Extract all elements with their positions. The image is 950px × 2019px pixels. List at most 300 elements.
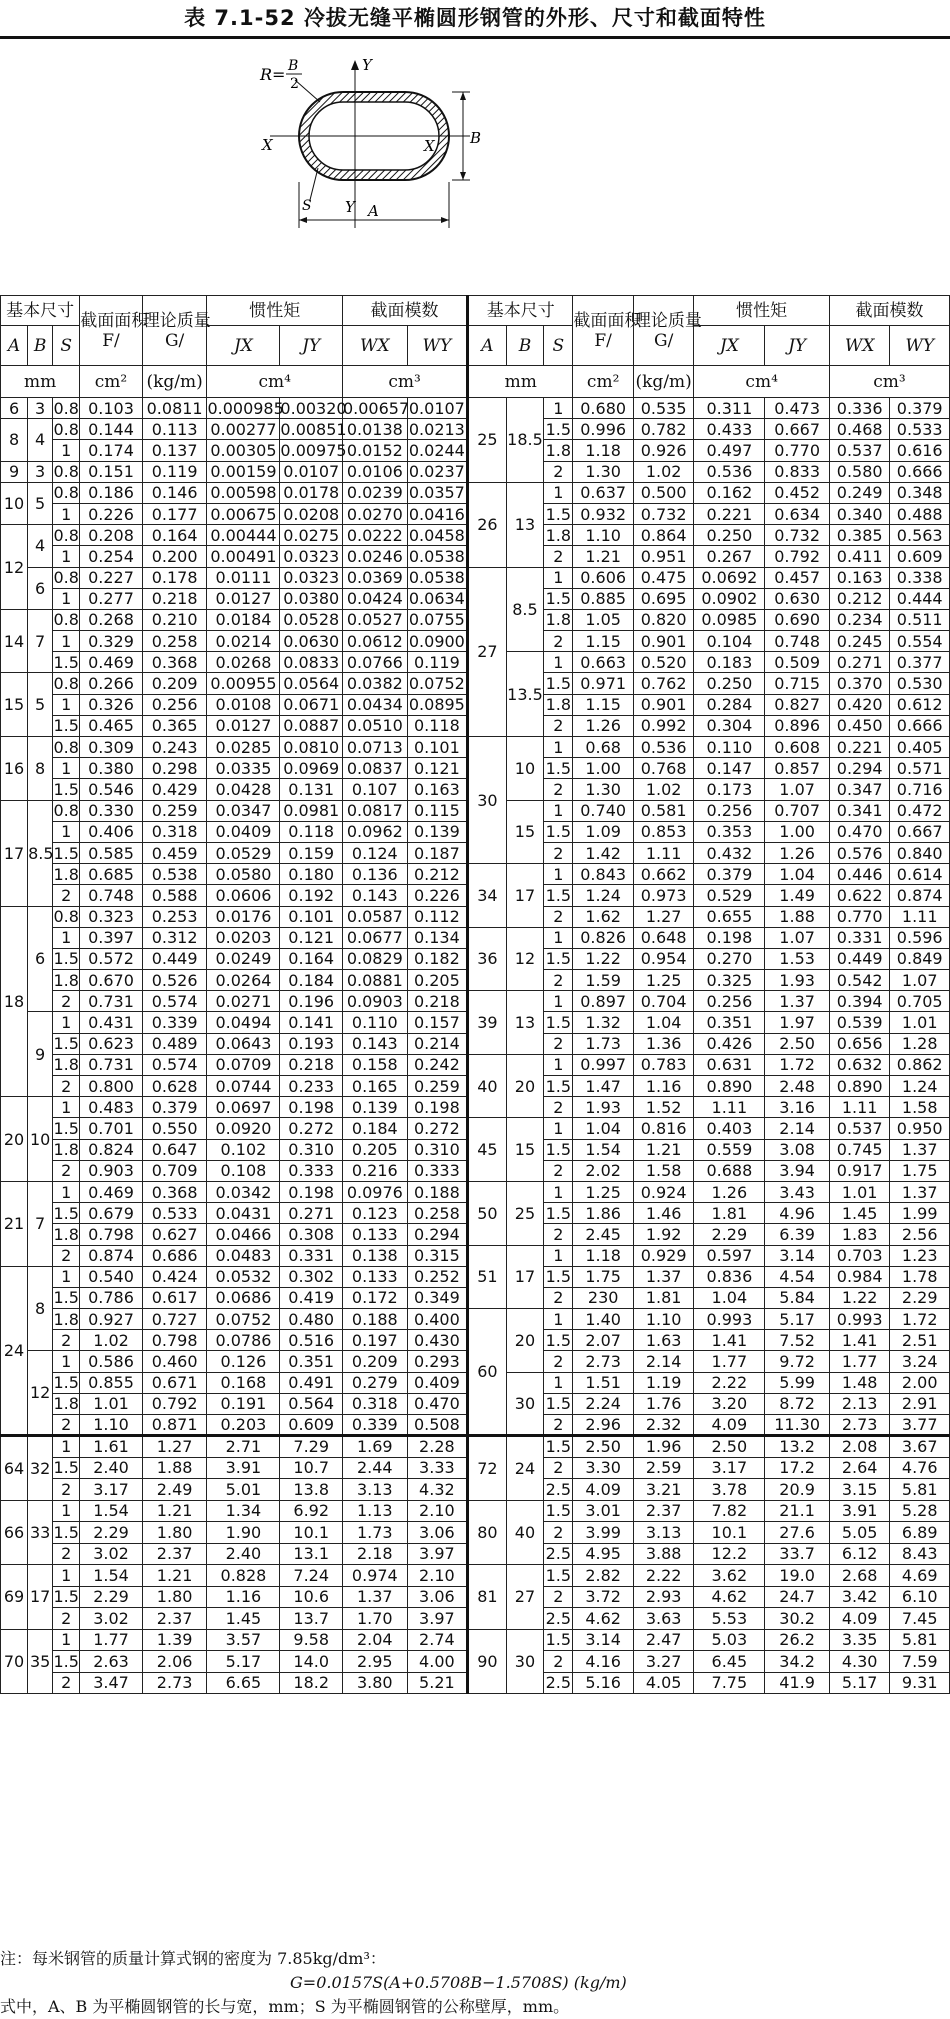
left-thickness-s: 1.8 — [53, 1224, 79, 1244]
right-jy: 0.473 — [765, 398, 830, 419]
right-size-b: 40 — [506, 1500, 544, 1565]
left-mass: 0.368 — [142, 1181, 207, 1202]
right-area: 1.09 — [573, 821, 633, 842]
left-wx: 0.107 — [342, 779, 407, 800]
right-area: 2.73 — [573, 1351, 633, 1372]
left-wy: 0.212 — [407, 864, 467, 885]
right-jy: 0.896 — [765, 715, 830, 736]
header-unit-mm-right: mm — [468, 366, 573, 398]
right-jx: 3.62 — [694, 1565, 765, 1587]
left-mass: 0.538 — [142, 864, 207, 885]
left-thickness-s: 1.5 — [53, 1203, 79, 1223]
left-jy: 0.516 — [280, 1330, 343, 1351]
right-wy: 6.10 — [890, 1586, 950, 1608]
right-wx: 1.01 — [829, 1181, 889, 1202]
left-wy: 0.218 — [407, 991, 467, 1012]
left-jy: 0.419 — [280, 1287, 343, 1308]
right-size-a: 90 — [468, 1629, 507, 1694]
right-wy: 4.76 — [890, 1457, 950, 1479]
left-area: 0.208 — [80, 525, 143, 546]
left-wx: 0.0612 — [342, 631, 407, 652]
left-area: 3.02 — [80, 1543, 143, 1565]
header-modulus-right: 截面模数 — [829, 296, 949, 326]
right-wy: 0.338 — [890, 567, 950, 588]
left-jy: 0.308 — [280, 1224, 343, 1245]
right-size-a: 27 — [468, 567, 507, 737]
header-wx: WX — [342, 326, 407, 366]
right-wx: 0.370 — [829, 673, 889, 694]
right-jy: 9.72 — [765, 1351, 830, 1372]
left-jx: 0.0271 — [207, 991, 280, 1012]
right-mass: 3.63 — [633, 1608, 693, 1630]
left-mass: 0.200 — [142, 546, 207, 567]
left-size-b: 33 — [28, 1500, 53, 1565]
left-area: 0.323 — [80, 906, 143, 927]
right-size-a: 50 — [468, 1181, 507, 1245]
left-wx: 0.318 — [342, 1393, 407, 1414]
left-wx: 0.0424 — [342, 588, 407, 609]
right-jy: 0.792 — [765, 546, 830, 567]
right-wx: 0.341 — [829, 800, 889, 821]
right-area: 1.40 — [573, 1309, 633, 1330]
left-thickness-s: 2 — [53, 1160, 80, 1181]
right-size-b: 20 — [506, 1309, 544, 1373]
right-wx: 1.11 — [829, 1097, 889, 1118]
right-thickness-s: 2 — [544, 970, 573, 991]
header-jx-right: JX — [694, 326, 765, 366]
left-mass: 0.647 — [142, 1139, 207, 1160]
left-wy: 4.32 — [407, 1479, 467, 1501]
right-thickness-s: 2.5 — [545, 1479, 572, 1499]
left-jy: 0.0887 — [280, 715, 343, 736]
left-wx: 0.0881 — [342, 970, 407, 991]
left-thickness-s: 1 — [53, 631, 80, 652]
left-mass: 2.73 — [142, 1672, 207, 1694]
left-wx: 0.0527 — [342, 609, 407, 630]
right-thickness-s: 1.5 — [545, 822, 572, 842]
left-jy: 0.0178 — [280, 482, 343, 503]
left-area: 1.54 — [80, 1565, 143, 1587]
right-jy: 17.2 — [765, 1457, 830, 1479]
left-thickness-s: 1 — [53, 503, 80, 524]
left-area: 0.546 — [80, 779, 143, 800]
right-jx: 0.250 — [694, 525, 765, 546]
left-jx: 6.65 — [207, 1672, 280, 1694]
right-jy: 1.04 — [765, 864, 830, 885]
right-area: 3.99 — [573, 1522, 633, 1544]
right-size-a: 60 — [468, 1309, 507, 1436]
right-jy: 19.0 — [765, 1565, 830, 1587]
left-area: 1.10 — [80, 1415, 143, 1436]
left-thickness-s: 1.8 — [53, 970, 79, 990]
left-jy: 0.0671 — [280, 694, 343, 715]
right-jy: 0.748 — [765, 631, 830, 652]
left-jx: 0.000985 — [207, 398, 284, 418]
left-wy: 0.101 — [407, 737, 467, 758]
right-jx: 0.597 — [694, 1245, 765, 1266]
left-area: 0.406 — [80, 821, 143, 842]
left-area: 0.268 — [80, 609, 143, 630]
left-mass: 0.574 — [142, 991, 207, 1012]
left-wy: 0.400 — [407, 1309, 467, 1330]
radius-label: R= — [260, 65, 286, 84]
left-jx: 0.0643 — [207, 1033, 280, 1054]
left-size-b: 8 — [28, 737, 53, 801]
right-jy: 0.608 — [765, 737, 830, 758]
table-body — [1, 398, 950, 1694]
right-mass: 0.926 — [633, 440, 693, 461]
right-jy: 5.84 — [765, 1287, 830, 1308]
right-wx: 1.41 — [829, 1330, 889, 1351]
right-thickness-s: 2 — [544, 1457, 573, 1479]
right-wx: 3.15 — [829, 1479, 889, 1501]
right-thickness-s: 1 — [544, 398, 573, 419]
left-jx: 0.0249 — [207, 948, 280, 969]
left-jx: 1.16 — [207, 1586, 280, 1608]
left-wx: 0.184 — [342, 1118, 407, 1139]
right-jx: 0.432 — [694, 842, 765, 863]
left-size-a: 9 — [1, 461, 28, 482]
left-size-b: 9 — [28, 1012, 53, 1097]
left-mass: 1.80 — [142, 1522, 207, 1544]
left-mass: 0.533 — [142, 1203, 207, 1224]
left-thickness-s: 2 — [53, 1608, 80, 1630]
right-jx: 0.173 — [694, 779, 765, 800]
right-jy: 11.30 — [765, 1415, 830, 1436]
left-size-b: 6 — [28, 906, 53, 1012]
left-wx: 0.136 — [342, 864, 407, 885]
right-jy: 0.770 — [765, 440, 830, 461]
right-jx: 1.26 — [694, 1181, 765, 1202]
table-row — [1, 927, 950, 948]
left-size-a: 64 — [1, 1436, 28, 1501]
right-wy: 1.11 — [890, 906, 950, 927]
right-thickness-s: 1.5 — [545, 1140, 572, 1160]
right-jy: 3.94 — [765, 1160, 830, 1181]
dimension-a-label: A — [368, 202, 379, 220]
left-wx: 0.216 — [342, 1160, 407, 1181]
right-wy: 1.37 — [890, 1181, 950, 1202]
right-jy: 3.14 — [765, 1245, 830, 1266]
left-jx: 1.90 — [207, 1522, 280, 1544]
left-thickness-s: 0.8 — [53, 525, 79, 545]
right-size-b: 13 — [506, 482, 544, 567]
left-wy: 0.205 — [407, 970, 467, 991]
left-jy: 0.193 — [280, 1033, 343, 1054]
right-wx: 2.08 — [829, 1436, 889, 1458]
left-wx: 0.205 — [342, 1139, 407, 1160]
left-size-b: 7 — [28, 609, 53, 673]
right-mass: 3.21 — [633, 1479, 693, 1501]
left-mass: 0.365 — [142, 715, 207, 736]
right-size-b: 18.5 — [506, 398, 544, 483]
left-jx: 0.0268 — [207, 652, 280, 673]
right-mass: 0.816 — [633, 1118, 693, 1139]
right-jx: 0.353 — [694, 821, 765, 842]
right-jx: 6.45 — [694, 1651, 765, 1673]
left-wx: 0.172 — [342, 1287, 407, 1308]
left-jy: 0.0208 — [280, 503, 343, 524]
header-unit-cm2: cm² — [80, 366, 143, 398]
right-jx: 5.53 — [694, 1608, 765, 1630]
right-wy: 1.24 — [890, 1076, 950, 1097]
header-s: S — [53, 326, 80, 366]
right-area: 0.843 — [573, 864, 633, 885]
right-wx: 0.539 — [829, 1012, 889, 1033]
right-mass: 2.14 — [633, 1351, 693, 1372]
right-area: 0.997 — [573, 1054, 633, 1075]
right-jx: 3.17 — [694, 1457, 765, 1479]
left-jx: 0.00444 — [207, 525, 280, 546]
left-jy: 13.8 — [280, 1479, 343, 1501]
left-jy: 10.1 — [280, 1522, 343, 1544]
right-size-a: 51 — [468, 1245, 507, 1309]
right-jy: 21.1 — [765, 1500, 830, 1522]
left-thickness-s: 1.8 — [53, 1309, 79, 1329]
right-wy: 0.554 — [890, 631, 950, 652]
right-wx: 1.77 — [829, 1351, 889, 1372]
table-row — [1, 1309, 950, 1330]
right-mass: 1.02 — [633, 779, 693, 800]
right-thickness-s: 2 — [544, 631, 573, 652]
right-size-a: 80 — [468, 1500, 507, 1565]
right-thickness-s: 1 — [544, 652, 573, 673]
right-wx: 0.446 — [829, 864, 889, 885]
left-wx: 1.70 — [342, 1608, 407, 1630]
header-unit-mass-right: (kg/m) — [633, 366, 693, 398]
left-jx: 0.0347 — [207, 800, 280, 821]
left-thickness-s: 1.8 — [53, 1055, 79, 1075]
left-wx: 0.0713 — [342, 737, 407, 758]
note-line-1: 注：每米钢管的质量计算式钢的密度为 7.85kg/dm³： — [0, 1949, 386, 1968]
left-wx: 0.197 — [342, 1330, 407, 1351]
right-jy: 1.88 — [765, 906, 830, 927]
left-area: 2.63 — [80, 1651, 143, 1673]
left-wx: 0.0106 — [342, 461, 407, 482]
right-size-b: 20 — [506, 1054, 544, 1118]
header-unit-cm2-right: cm² — [573, 366, 633, 398]
left-wx: 0.0369 — [342, 567, 407, 588]
left-area: 0.380 — [80, 758, 143, 779]
left-jy: 0.180 — [280, 864, 343, 885]
right-jy: 0.452 — [765, 482, 830, 503]
right-size-b: 12 — [506, 927, 544, 991]
right-jx: 0.536 — [694, 461, 765, 482]
right-mass: 0.695 — [633, 588, 693, 609]
left-jy: 0.480 — [280, 1309, 343, 1330]
left-jy: 0.0630 — [280, 631, 343, 652]
right-jx: 0.0985 — [694, 609, 765, 630]
left-thickness-s: 0.8 — [53, 483, 79, 503]
right-wx: 0.347 — [829, 779, 889, 800]
left-thickness-s: 1.5 — [53, 949, 79, 969]
right-size-b: 8.5 — [506, 567, 544, 652]
left-wy: 0.118 — [407, 715, 467, 736]
left-thickness-s: 1.5 — [53, 779, 79, 799]
left-jx: 0.0108 — [207, 694, 280, 715]
left-jx: 0.102 — [207, 1139, 280, 1160]
left-area: 1.61 — [80, 1436, 143, 1458]
right-size-b: 15 — [506, 800, 544, 864]
left-jy: 0.118 — [280, 821, 343, 842]
header-wy-right: WY — [890, 326, 950, 366]
left-jy: 0.351 — [280, 1351, 343, 1372]
left-jx: 0.168 — [207, 1372, 280, 1393]
left-area: 0.701 — [80, 1118, 143, 1139]
right-size-b: 17 — [506, 864, 544, 928]
left-thickness-s: 1 — [53, 1181, 80, 1202]
left-area: 3.02 — [80, 1608, 143, 1630]
right-mass: 1.96 — [633, 1436, 693, 1458]
left-wy: 0.259 — [407, 1076, 467, 1097]
left-jy: 0.0810 — [280, 737, 343, 758]
right-jy: 2.48 — [765, 1076, 830, 1097]
left-jx: 0.126 — [207, 1351, 280, 1372]
right-area: 2.50 — [573, 1436, 633, 1458]
right-wy: 0.874 — [890, 885, 950, 906]
left-mass: 0.318 — [142, 821, 207, 842]
right-jx: 0.0902 — [694, 588, 765, 609]
left-mass: 0.588 — [142, 885, 207, 906]
right-jx: 0.0692 — [694, 567, 765, 588]
left-wy: 0.112 — [407, 906, 467, 927]
left-wx: 1.69 — [342, 1436, 407, 1458]
left-jy: 0.159 — [280, 842, 343, 863]
right-area: 2.45 — [573, 1224, 633, 1245]
right-jx: 0.836 — [694, 1266, 765, 1287]
left-area: 0.431 — [80, 1012, 143, 1033]
right-jy: 41.9 — [765, 1672, 830, 1694]
left-mass: 0.460 — [142, 1351, 207, 1372]
radius-den: 2 — [290, 76, 299, 92]
left-thickness-s: 1.5 — [53, 1118, 79, 1138]
right-jy: 24.7 — [765, 1586, 830, 1608]
left-wy: 0.409 — [407, 1372, 467, 1393]
header-unit-mass: (kg/m) — [142, 366, 207, 398]
right-wy: 1.75 — [890, 1160, 950, 1181]
right-size-a: 36 — [468, 927, 507, 991]
right-size-b: 24 — [506, 1436, 544, 1501]
right-mass: 2.47 — [633, 1629, 693, 1651]
right-wy: 0.950 — [890, 1118, 950, 1139]
right-jy: 1.53 — [765, 948, 830, 969]
right-jx: 0.325 — [694, 970, 765, 991]
left-mass: 0.526 — [142, 970, 207, 991]
right-wy: 0.563 — [890, 525, 950, 546]
right-wy: 0.667 — [890, 821, 950, 842]
right-wx: 0.212 — [829, 588, 889, 609]
left-size-b: 5 — [28, 482, 53, 524]
left-wx: 2.44 — [342, 1457, 407, 1479]
left-jx: 0.0176 — [207, 906, 280, 927]
right-area: 1.30 — [573, 779, 633, 800]
left-mass: 0.617 — [142, 1287, 207, 1308]
left-wx: 0.143 — [342, 1033, 407, 1054]
left-mass: 0.489 — [142, 1033, 207, 1054]
right-wy: 2.51 — [890, 1330, 950, 1351]
left-wx: 0.139 — [342, 1097, 407, 1118]
right-jx: 0.270 — [694, 948, 765, 969]
left-wx: 0.0270 — [342, 503, 407, 524]
left-wx: 0.138 — [342, 1245, 407, 1266]
right-area: 0.971 — [573, 673, 633, 694]
left-size-b: 4 — [28, 419, 53, 461]
right-jx: 0.403 — [694, 1118, 765, 1139]
right-area: 1.62 — [573, 906, 633, 927]
right-area: 4.09 — [573, 1479, 633, 1501]
left-jy: 0.218 — [280, 1054, 343, 1075]
header-unit-cm3-right: cm³ — [829, 366, 949, 398]
right-wy: 0.533 — [890, 419, 950, 440]
right-size-a: 40 — [468, 1054, 507, 1118]
left-jy: 0.272 — [280, 1118, 343, 1139]
right-wx: 0.537 — [829, 440, 889, 461]
right-mass: 2.32 — [633, 1415, 693, 1436]
left-thickness-s: 1.8 — [53, 1140, 79, 1160]
left-area: 0.151 — [80, 461, 143, 482]
right-jx: 0.110 — [694, 737, 765, 758]
left-area: 0.731 — [80, 1054, 143, 1075]
right-area: 0.932 — [573, 503, 633, 524]
right-jx: 0.379 — [694, 864, 765, 885]
right-jx: 7.82 — [694, 1500, 765, 1522]
left-wx: 0.188 — [342, 1309, 407, 1330]
left-thickness-s: 1.5 — [53, 652, 79, 672]
right-wx: 0.770 — [829, 906, 889, 927]
right-mass: 0.732 — [633, 503, 693, 524]
right-size-a: 81 — [468, 1565, 507, 1630]
left-jx: 0.191 — [207, 1393, 280, 1414]
right-thickness-s: 1 — [544, 1309, 573, 1330]
right-area: 3.30 — [573, 1457, 633, 1479]
right-mass: 1.21 — [633, 1139, 693, 1160]
table-title: 表 7.1-52 冷拔无缝平椭圆形钢管的外形、尺寸和截面特性 — [184, 6, 766, 30]
left-area: 0.585 — [80, 842, 143, 863]
right-thickness-s: 2 — [544, 1287, 573, 1308]
right-thickness-s: 1 — [544, 927, 573, 948]
right-wx: 2.73 — [829, 1415, 889, 1436]
left-thickness-s: 0.8 — [53, 737, 79, 757]
left-size-a: 10 — [1, 482, 28, 524]
left-area: 1.77 — [80, 1629, 143, 1651]
right-area: 0.637 — [573, 482, 633, 503]
left-thickness-s: 1 — [53, 1500, 80, 1522]
right-mass: 2.22 — [633, 1565, 693, 1587]
left-area: 0.572 — [80, 948, 143, 969]
left-jy: 0.310 — [280, 1139, 343, 1160]
left-size-b: 32 — [28, 1436, 53, 1501]
left-size-a: 20 — [1, 1097, 28, 1182]
right-thickness-s: 1 — [544, 737, 573, 758]
left-wy: 0.0458 — [407, 525, 467, 546]
left-jy: 7.29 — [280, 1436, 343, 1458]
left-wx: 0.0246 — [342, 546, 407, 567]
left-jy: 0.192 — [280, 885, 343, 906]
right-jx: 1.81 — [694, 1203, 765, 1224]
left-jx: 0.0920 — [207, 1118, 280, 1139]
right-thickness-s: 2 — [544, 1522, 573, 1544]
left-wy: 0.293 — [407, 1351, 467, 1372]
right-area: 1.24 — [573, 885, 633, 906]
left-mass: 0.298 — [142, 758, 207, 779]
right-wy: 4.69 — [890, 1565, 950, 1587]
left-jx: 0.0697 — [207, 1097, 280, 1118]
left-jx: 0.0342 — [207, 1181, 280, 1202]
left-wy: 0.349 — [407, 1287, 467, 1308]
left-thickness-s: 1 — [53, 546, 80, 567]
left-wy: 0.0752 — [407, 673, 467, 694]
left-wx: 0.0766 — [342, 652, 407, 673]
